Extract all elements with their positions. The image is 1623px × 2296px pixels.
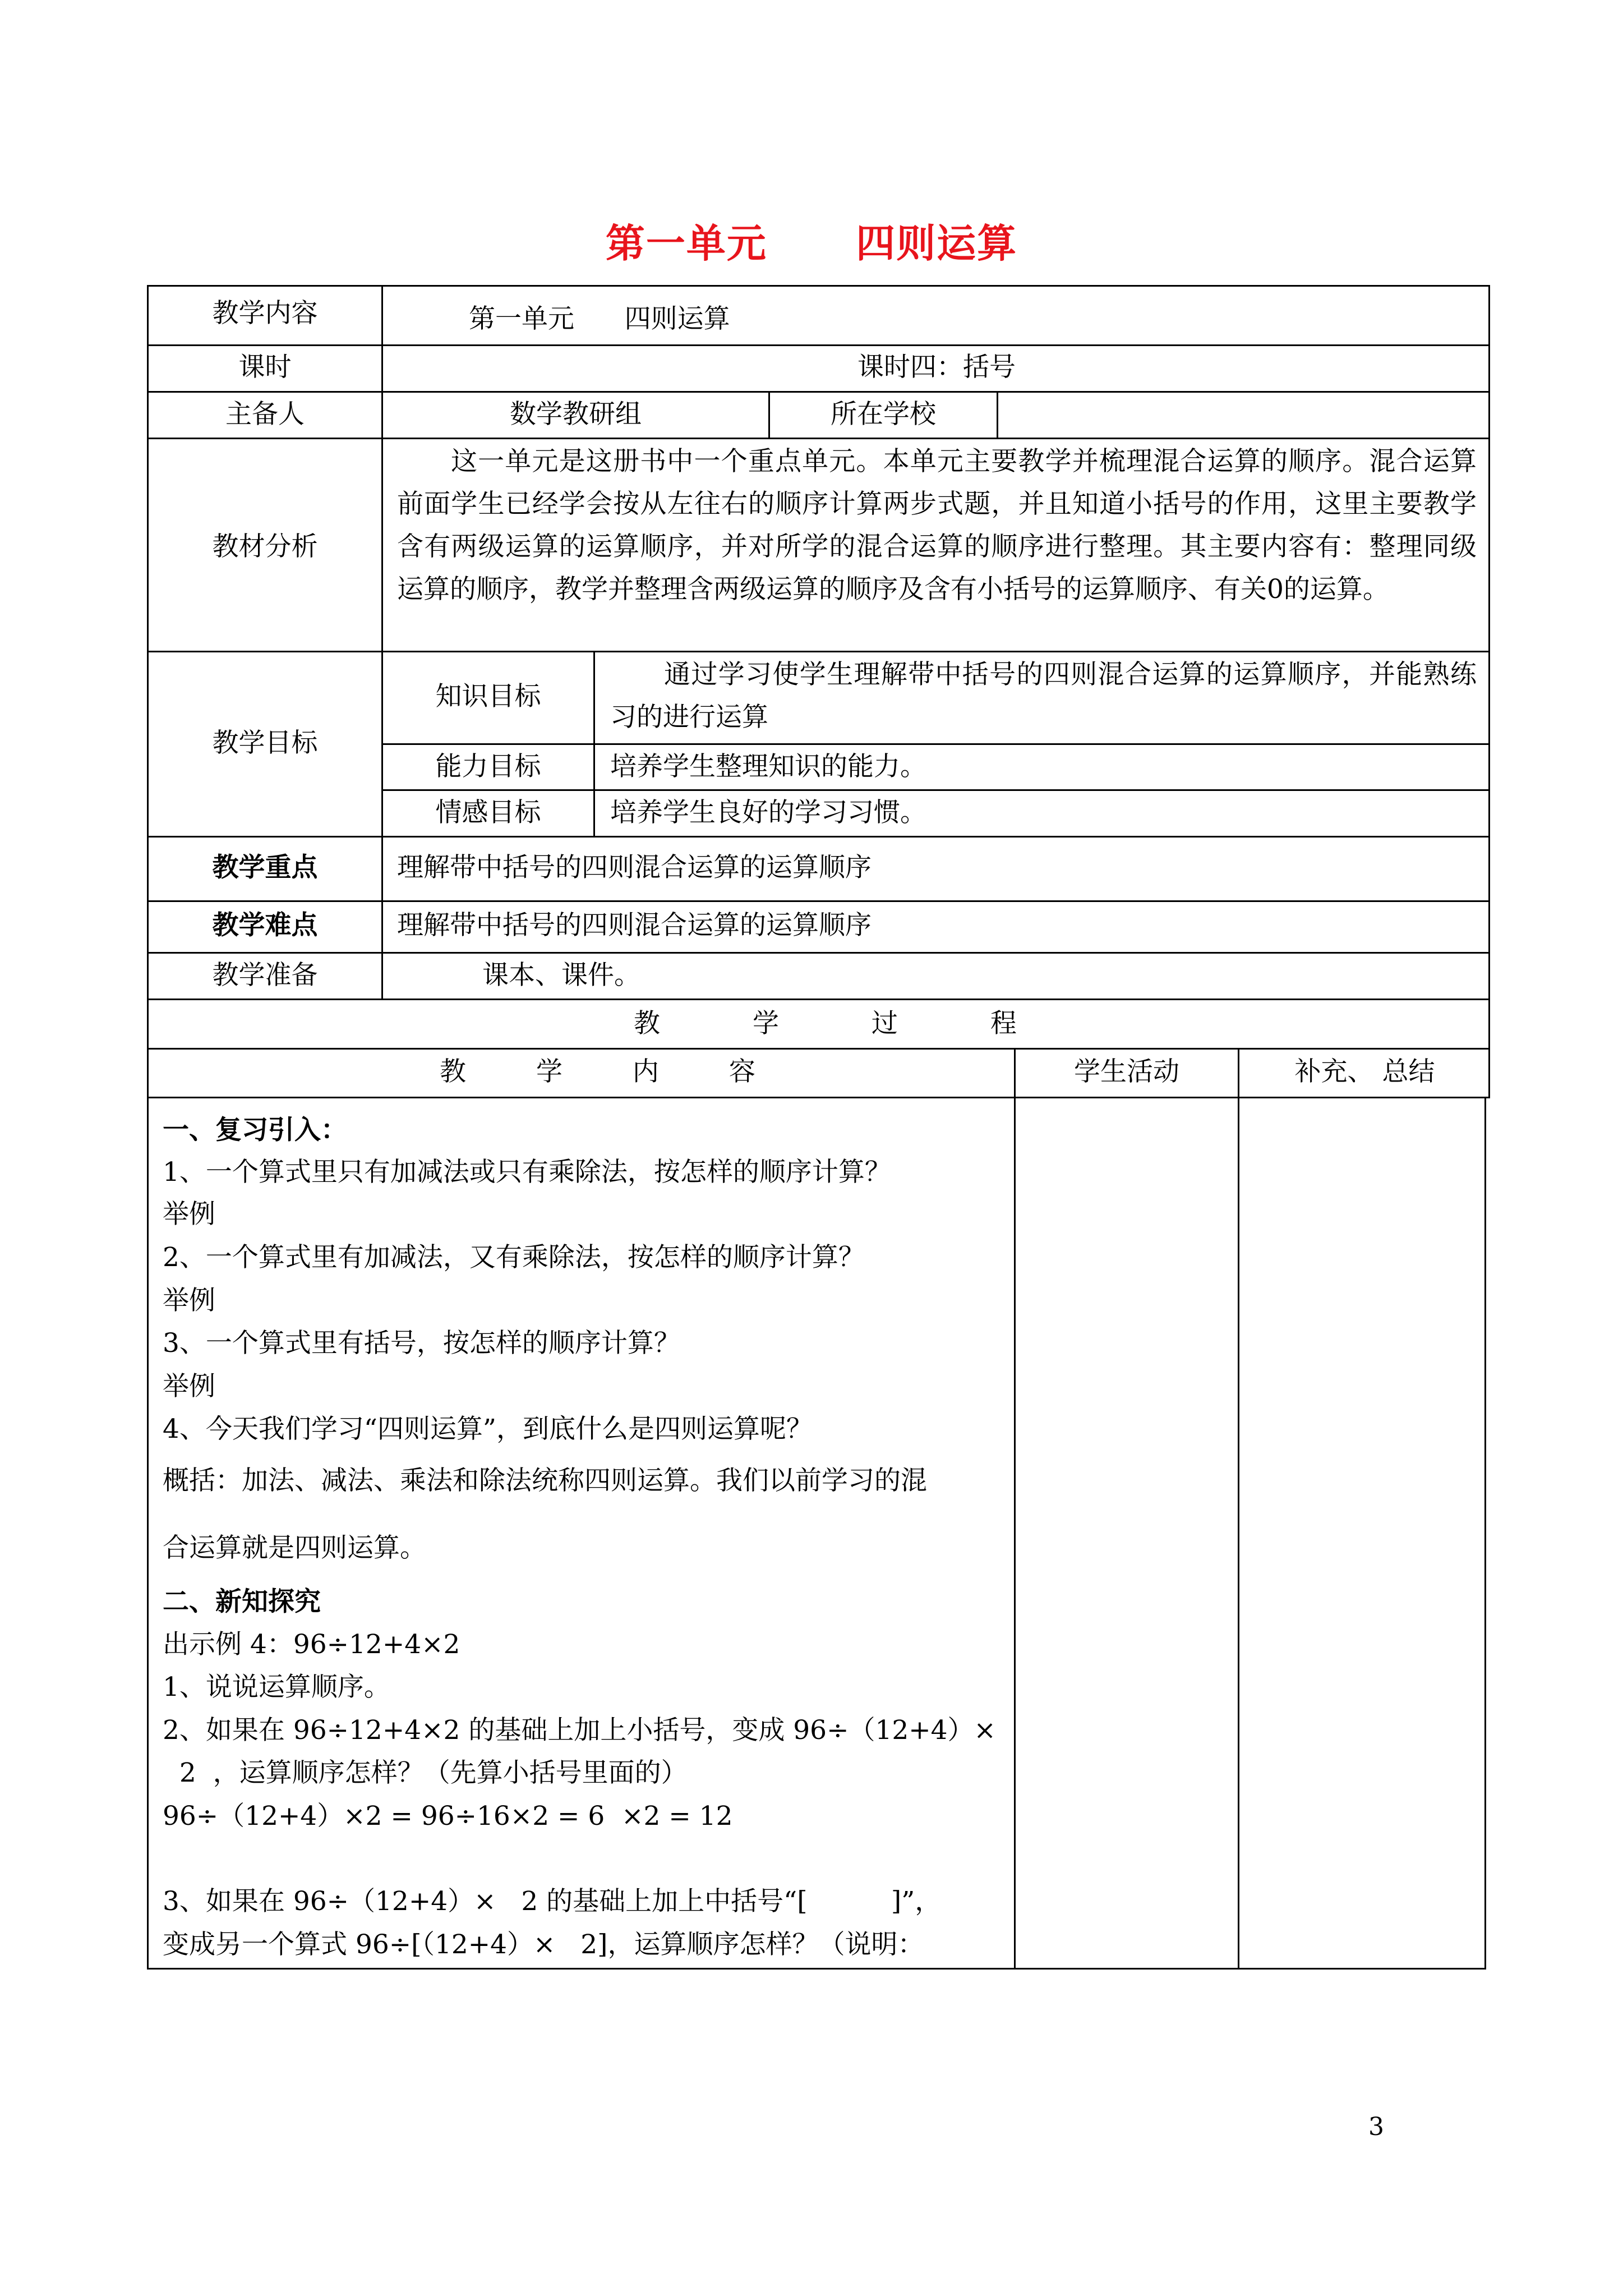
row-divider (147, 952, 1490, 954)
content-label: 教学内容 (212, 298, 318, 329)
preparer-label: 主备人 (225, 399, 305, 430)
summary-line-2: 合运算就是四则运算。 (163, 1533, 426, 1563)
difficulty-label: 教学难点 (212, 910, 318, 941)
content-value: 第一单元 四则运算 (469, 303, 730, 334)
review-question-2: 2、一个算式里有加减法，又有乘除法，按怎样的顺序计算？ (163, 1242, 865, 1273)
school-label: 所在学校 (831, 399, 936, 430)
emotion-label: 情感目标 (435, 797, 541, 828)
review-example-2: 举例 (163, 1285, 215, 1316)
review-example-3: 举例 (163, 1371, 215, 1402)
document-title: 第一单元 四则运算 (605, 220, 1018, 266)
row-divider (147, 1048, 1490, 1050)
key-label: 教学重点 (212, 852, 318, 883)
knowledge-label: 知识目标 (435, 681, 541, 712)
column-divider (1238, 1097, 1239, 1970)
analysis-label: 教材分析 (212, 531, 318, 562)
row-divider (147, 651, 1490, 652)
example-4: 出示例 4：96÷12+4×2 (163, 1629, 460, 1660)
step-2-line-2: 2 ，运算顺序怎样？（先算小括号里面的） (163, 1757, 688, 1788)
ability-label: 能力目标 (435, 751, 541, 782)
difficulty-text: 理解带中括号的四则混合运算的运算顺序 (397, 910, 872, 941)
column-divider (997, 391, 998, 438)
row-divider (147, 391, 1490, 393)
column-divider (593, 651, 595, 836)
step-1: 1、说说运算顺序。 (163, 1672, 390, 1703)
column-divider (1014, 1097, 1016, 1970)
row-divider (147, 999, 1490, 1000)
review-example-1: 举例 (163, 1199, 215, 1230)
review-question-1: 1、一个算式里只有加减法或只有乘除法，按怎样的顺序计算？ (163, 1157, 891, 1188)
goals-label: 教学目标 (212, 728, 318, 758)
prep-label: 教学准备 (212, 960, 318, 991)
ability-text: 培养学生整理知识的能力。 (610, 751, 926, 782)
column-divider (381, 285, 383, 999)
step-2-line-1: 2、如果在 96÷12+4×2 的基础上加上小括号，变成 96÷（12+4）× (163, 1715, 996, 1746)
review-question-4: 4、今天我们学习“四则运算”，到底什么是四则运算呢？ (163, 1414, 813, 1444)
calculation: 96÷（12+4）×2 = 96÷16×2 = 6 ×2 = 12 (163, 1801, 733, 1832)
process-header: 教 学 过 程 (634, 1008, 1017, 1039)
preparer-value: 数学教研组 (510, 399, 642, 430)
row-divider (382, 789, 1490, 791)
summary-line-1: 概括：加法、减法、乘法和除法统称四则运算。我们以前学习的混 (163, 1465, 927, 1496)
step-3-line-2: 变成另一个算式 96÷[（12+4）× 2]，运算顺序怎样？（说明： (163, 1929, 924, 1960)
step-3-line-1: 3、如果在 96÷（12+4）× 2 的基础上加上中括号“[ ]”， (163, 1886, 942, 1917)
section-heading-explore: 二、新知探究 (163, 1586, 321, 1617)
row-divider (147, 438, 1490, 439)
analysis-text: 这一单元是这册书中一个重点单元。本单元主要教学并梳理混合运算的顺序。混合运算前面学生已经学会按从左往右的顺序计算两步式题，并且知道小括号的作用，这里主要教学含有两级运算的运算顺序，并对所学的混合运算的顺序进行整理。其主要内容有：整理同级运算的顺序，教学并整理含两级运算的顺序及含有小括号的运算顺序、有关0的运算。 (397, 446, 1477, 605)
section-heading-review: 一、复习引入： (163, 1115, 347, 1145)
row-divider (382, 743, 1490, 745)
key-text: 理解带中括号的四则混合运算的运算顺序 (397, 852, 872, 883)
row-divider (147, 836, 1490, 838)
col-content-header: 教 学 内 容 (440, 1056, 755, 1087)
review-question-3: 3、一个算式里有括号，按怎样的顺序计算？ (163, 1328, 680, 1359)
emotion-text: 培养学生良好的学习习惯。 (610, 797, 926, 828)
lesson-value: 课时四：括号 (857, 352, 1016, 383)
row-divider (147, 900, 1490, 902)
prep-text: 课本、课件。 (482, 960, 640, 991)
lesson-label: 课时 (238, 352, 292, 383)
col-activity-header: 学生活动 (1074, 1056, 1179, 1087)
row-divider (147, 344, 1490, 346)
col-summary-header: 补充、 总结 (1294, 1056, 1435, 1087)
knowledge-text: 通过学习使学生理解带中括号的四则混合运算的运算顺序，并能熟练习的进行运算 (610, 659, 1477, 733)
page-number: 3 (1368, 2113, 1384, 2141)
